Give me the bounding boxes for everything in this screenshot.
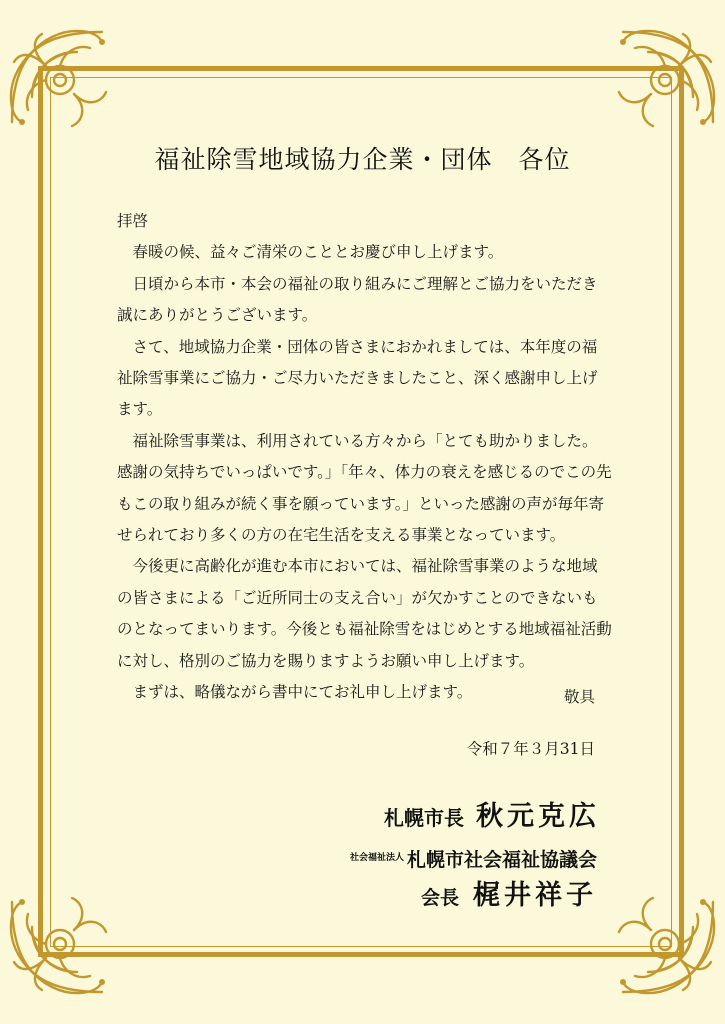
mayor-signature xyxy=(0,794,600,833)
chair-signature xyxy=(0,873,597,912)
paragraph-feedback: 福祉除雪事業は、利用されている方々から「とても助かりました。感謝の気持ちでいっぱいです。」「年々、体力の衰えを感じるのでこの先もこの取り組みが続く事を願っています。」といった感謝の声が毎年寄せられており多くの方の在宅生活を支える事業となっています。 xyxy=(117,431,612,545)
chair-name: 梶井祥子 xyxy=(473,880,597,911)
closing-word: 敬具 xyxy=(563,688,595,706)
organization-signature xyxy=(0,845,597,872)
paragraph-thanks: 日頃から本市・本会の福祉の取り組みにご理解とご協力をいただき誠にありがとうございます。 xyxy=(117,274,598,325)
letter-body xyxy=(117,206,612,709)
salutation: 拝啓 xyxy=(117,212,149,230)
paragraph-closing-remark: まずは、略儀ながら書中にてお礼申し上げます。 xyxy=(132,683,473,702)
organization-name: 札幌市社会福祉協議会 xyxy=(406,849,597,871)
mayor-role: 札幌市長 xyxy=(384,806,464,830)
paragraph-appreciation: さて、地域協力企業・団体の皆さまにおかれましては、本年度の福祉除雪事業にご協力・ご尽力いただきましたこと、深く感謝申し上げます。 xyxy=(117,337,598,419)
corner-ornament-icon xyxy=(2,22,112,132)
letter-date: 令和７年３月31日 xyxy=(466,740,595,758)
paragraph-request: 今後更に高齢化が進む本市においては、福祉除雪事業のような地域の皆さまによる「ご近所同士の支え合い」が欠かすことのできないものとなってまいります。今後とも福祉除雪をはじめとする地域福祉活動に対し、格別のご協力を賜りますようお願い申し上げます。 xyxy=(117,557,612,670)
chair-role: 会長 xyxy=(420,887,459,909)
mayor-name: 秋元克広 xyxy=(476,801,600,832)
organization-prefix: 社会福祉法人 xyxy=(349,853,404,863)
paragraph-greeting: 春暖の候、益々ご清栄のこととお慶び申し上げます。 xyxy=(132,243,504,262)
letter-title: 福祉除雪地域協力企業・団体 各位 xyxy=(154,145,571,174)
corner-ornament-icon xyxy=(613,22,723,132)
corner-ornament-icon xyxy=(613,892,723,1002)
